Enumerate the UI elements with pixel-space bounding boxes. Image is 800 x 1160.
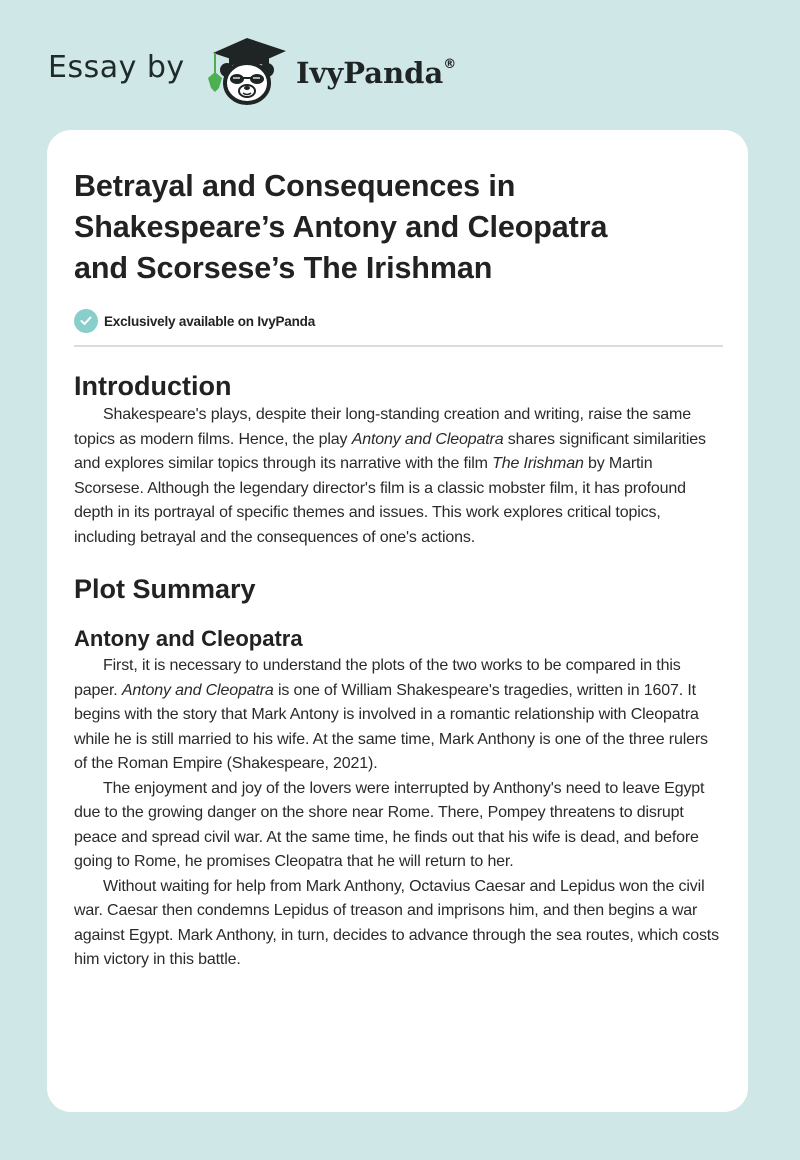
title-divider [74,345,723,347]
section-heading-introduction: Introduction [74,371,232,401]
title-line-3: and Scorsese’s The Irishman [74,251,493,285]
essay-content [74,166,724,973]
text-run: is one of William Shakespeare's tragedies, written in 1607. It begins with the story that Mark Antony is involved in a romantic relationship with Cleopatra while he is still married to his wife. At the same time, Mark Anthony is one of the three rulers of the Roman Empire (Shakespeare, 2021). [74,681,708,772]
introduction-paragraph [74,403,724,550]
italic-film-title: The Irishman [492,455,584,472]
title-line-2: Shakespeare’s Antony and Cleopatra [74,210,608,244]
text-run: shares significant similarities and explores similar topics through its narrative with the film [74,430,706,472]
essay-by-label: Essay by [48,50,185,85]
italic-play-title: Antony and Cleopatra [351,430,504,448]
exclusive-badge [74,308,724,334]
essay-card [47,130,748,1112]
panda-graduate-icon[interactable] [203,36,291,108]
title-line-1: Betrayal and Consequences in [74,169,516,203]
section-heading-plot-summary: Plot Summary [74,574,256,604]
essay-title [74,166,724,289]
text-run: by Martin Scorsese. Although the legendary director's film is a classic mobster film, it has profound depth in its portrayal of specific themes and issues. This work explores critical topics, including betrayal and the consequences of one's actions. [74,455,686,546]
plot-paragraph-1 [74,654,724,777]
brand-label: IvyPanda [296,56,444,90]
check-circle-icon [74,309,98,333]
exclusive-label: Exclusively available on IvyPanda [104,313,316,329]
subsection-heading-antony-and-cleopatra: Antony and Cleopatra [74,626,303,651]
text-run: First, it is necessary to understand the plots of the two works to be compared in this paper. [74,657,681,699]
plot-paragraph-3: Without waiting for help from Mark Anthony, Octavius Caesar and Lepidus won the civil war. Caesar then condemns Lepidus of treason and imprisons him, and then begins a war against Egypt. Mark Anthony, in turn, decides to advance through the sea routes, which costs him victory in this battle. [74,877,719,968]
plot-paragraph-2: The enjoyment and joy of the lovers were interrupted by Anthony's need to leave Egypt due to the growing danger on the shore near Rome. There, Pompey threatens to disrupt peace and spread civil war. At the same time, he finds out that his wife is dead, and before going to Rome, he promises Cleopatra that he will return to her. [74,779,705,870]
site-header [0,0,800,120]
text-run: Shakespeare's plays, despite their long-standing creation and writing, raise the same topics as modern films. Hence, the play [74,406,691,448]
italic-play-title: Antony and Cleopatra [121,681,274,699]
registered-mark: ® [443,57,457,73]
brand-name[interactable] [296,56,456,90]
